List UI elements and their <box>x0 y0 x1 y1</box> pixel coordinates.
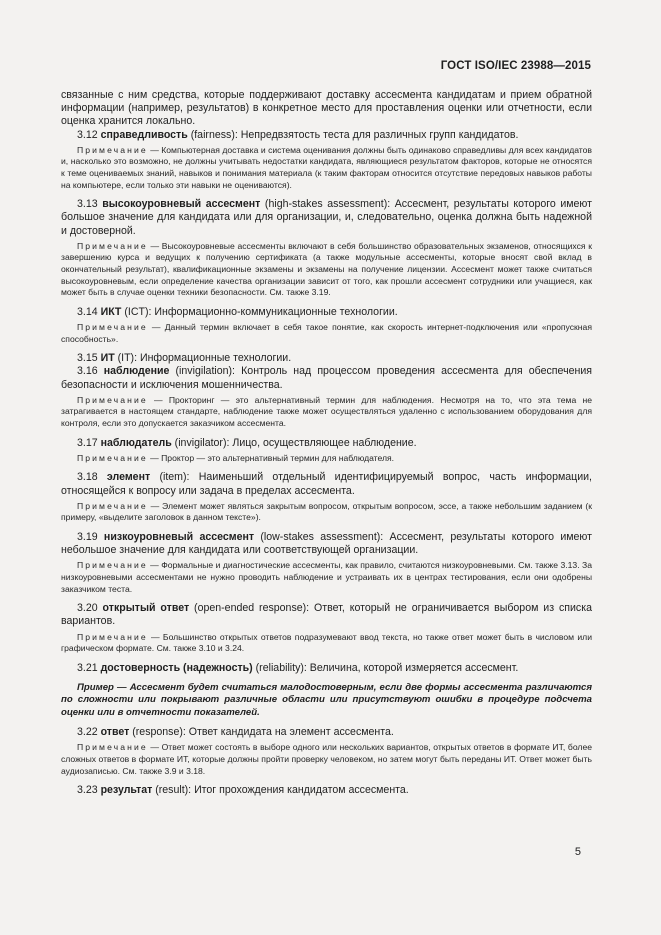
term-definition: (response): Ответ кандидата на элемент ассесмента. <box>129 726 394 739</box>
term-number: 3.16 <box>77 365 98 378</box>
term-3-12 <box>61 129 592 142</box>
term-3-15 <box>61 352 592 365</box>
term-number: 3.20 <box>77 602 98 615</box>
note-label: Примечание <box>77 394 148 405</box>
term-definition: (open-ended response): Ответ, который не ограничивается выбором из списка вариантов. <box>61 602 592 628</box>
term-3-16 <box>61 365 592 391</box>
note-label: Примечание <box>77 452 148 463</box>
note-label: Примечание <box>77 144 148 155</box>
note-3-17 <box>61 453 592 465</box>
note-3-19 <box>61 560 592 595</box>
term-number: 3.14 <box>77 305 98 318</box>
term-number: 3.13 <box>77 198 98 211</box>
note-text: — Большинство открытых ответов подразумевают ввод текста, но также ответ может быть в числовом или графическом формате. См. также 3.10 и 3.24. <box>61 631 592 654</box>
term-3-21 <box>61 662 592 675</box>
note-label: Примечание <box>77 560 148 571</box>
term-name: открытый ответ <box>102 602 190 615</box>
note-label: Примечание <box>77 240 148 251</box>
document-body <box>61 89 592 797</box>
term-3-19 <box>61 531 592 557</box>
term-name: ИКТ <box>100 305 122 318</box>
note-text: — Прокторинг — это альтернативный термин для наблюдения. Несмотря на то, что эта тема не затрагивается в настоящем стандарте, наблюдение также может осуществляться удаленно с использованием оборудования для контроля, если это допускается заказчиком ассесмента. <box>61 394 592 428</box>
example-label: Пример <box>77 681 114 693</box>
term-name: ответ <box>100 726 130 739</box>
note-3-12 <box>61 145 592 191</box>
note-label: Примечание <box>77 742 148 753</box>
note-text: — Элемент может являться закрытым вопросом, открытым вопросом, эссе, а также небольшим заданием (к примеру, «выделите заголовок в данном тексте»). <box>61 500 592 523</box>
standard-header: ГОСТ ISO/IEC 23988—2015 <box>440 60 591 72</box>
note-3-20 <box>61 632 592 655</box>
example-3-21 <box>61 682 592 719</box>
term-definition: (IT): Информационные технологии. <box>114 352 292 365</box>
note-label: Примечание <box>77 500 148 511</box>
term-3-22 <box>61 726 592 739</box>
term-number: 3.15 <box>77 352 98 365</box>
page-number: 5 <box>574 846 581 858</box>
note-text: — Компьютерная доставка и система оценивания должны быть одинаково справедливы для всех кандидатов и, насколько это возможно, не должны учитывать недостатки кандидата, являющиеся результатом факторов, которые не относятся к теме оцениваемых знаний, навыков и понимания материала (к таким факторам относится отсутствие передовых навыков работы на компьютере, если только эти навыки не оцениваются). <box>61 144 592 190</box>
term-definition: (invigilator): Лицо, осуществляющее наблюдение. <box>171 436 417 449</box>
term-name: высокоуровневый ассесмент <box>102 198 261 211</box>
term-3-14 <box>61 306 592 319</box>
note-3-22 <box>61 742 592 777</box>
term-3-18 <box>61 471 592 497</box>
note-label: Примечание <box>77 631 148 642</box>
note-text: — Формальные и диагностические ассесменты, как правило, считаются низкоуровневыми. См. также 3.13. За низкоуровневыми ассесментами не нужно проводить наблюдение и устраивать их в центрах тестирования, если они одобрены заказчиком теста. <box>61 560 592 594</box>
term-number: 3.12 <box>77 128 98 141</box>
intro-paragraph: связанные с ним средства, которые поддерживают доставку ассесмента кандидатам и прием обратной информации (например, результатов) в конкретное место для проставления оценки или отчетности, если оценка хранится локально. <box>61 89 592 128</box>
note-text: — Данный термин включает в себя такое понятие, как скорость интернет-подключения или «пропускная способность». <box>61 321 592 344</box>
term-3-23 <box>61 784 592 797</box>
term-name: наблюдатель <box>100 436 172 449</box>
term-number: 3.19 <box>77 530 98 543</box>
note-text: — Проктор — это альтернативный термин для наблюдателя. <box>147 452 395 463</box>
term-definition: (item): Наименьший отдельный идентифицируемый вопрос, часть информации, относящейся к вопросу или задача в пределах ассесмента. <box>61 471 592 497</box>
term-number: 3.23 <box>77 784 98 797</box>
note-text: — Ответ может состоять в выборе одного или нескольких вариантов, открытых ответов в формате ИТ, более сложных ответов в формате ИТ, которые должны пройти проверку человеком, но затем могут быть переданы ИТ. Ответ может быть аудиозаписью. См. также 3.9 и 3.18. <box>61 742 592 776</box>
note-label: Примечание <box>77 321 148 332</box>
term-number: 3.22 <box>77 726 98 739</box>
term-definition: (ICT): Информационно-коммуникационные технологии. <box>121 305 398 318</box>
term-definition: (reliability): Величина, которой измеряется ассесмент. <box>252 661 519 674</box>
term-number: 3.18 <box>77 471 98 484</box>
term-number: 3.17 <box>77 436 98 449</box>
term-definition: (high-stakes assessment): Ассесмент, результаты которого имеют большое значение для кандидата или для организации, и, следовательно, оценка должна быть надежной и достоверной. <box>61 198 592 237</box>
term-3-13 <box>61 198 592 238</box>
term-name: достоверность (надежность) <box>100 661 253 674</box>
term-name: наблюдение <box>103 365 170 378</box>
example-text: — Ассесмент будет считаться малодостоверным, если две формы ассесмента различаются по сложности или покрывают различные области или присутствуют ошибки в процедуре подсчета оценки или в отчетности показателей. <box>61 681 592 718</box>
term-definition: (low-stakes assessment): Ассесмент, результаты которого имеют небольшое значение для кандидата или соответствующей организации. <box>61 530 592 557</box>
term-3-17 <box>61 437 592 450</box>
term-name: справедливость <box>100 128 188 141</box>
note-3-16 <box>61 395 592 430</box>
note-text: — Высокоуровневые ассесменты включают в себя большинство образовательных экзаменов, относящихся к завершению курса и ведущих к получению сертификата (а также модульные ассесменты, которые вносят свой вклад в окончательный результат), квалификационные экзамены и экзамены на получение лицензии. Ассесмент может также считаться высокоуровневым, если определение качества организации зависит от того, как прошли ассесмент сотрудники или учащиеся, как может быть в случае оценки техники безопасности. См. также 3.19. <box>61 240 592 298</box>
term-definition: (fairness): Непредвзятость теста для различных групп кандидатов. <box>187 128 519 141</box>
term-definition: (result): Итог прохождения кандидатом ассесмента. <box>152 784 409 797</box>
term-3-20 <box>61 602 592 628</box>
note-3-18 <box>61 501 592 524</box>
term-number: 3.21 <box>77 661 98 674</box>
term-name: результат <box>100 784 153 797</box>
note-3-13 <box>61 241 592 299</box>
term-definition: (invigilation): Контроль над процессом проведения ассесмента для обеспечения безопасности и исключения мошенничества. <box>61 365 592 391</box>
term-name: низкоуровневый ассесмент <box>103 530 255 543</box>
term-name: элемент <box>106 471 151 484</box>
term-name: ИТ <box>100 352 115 365</box>
note-3-14 <box>61 322 592 345</box>
